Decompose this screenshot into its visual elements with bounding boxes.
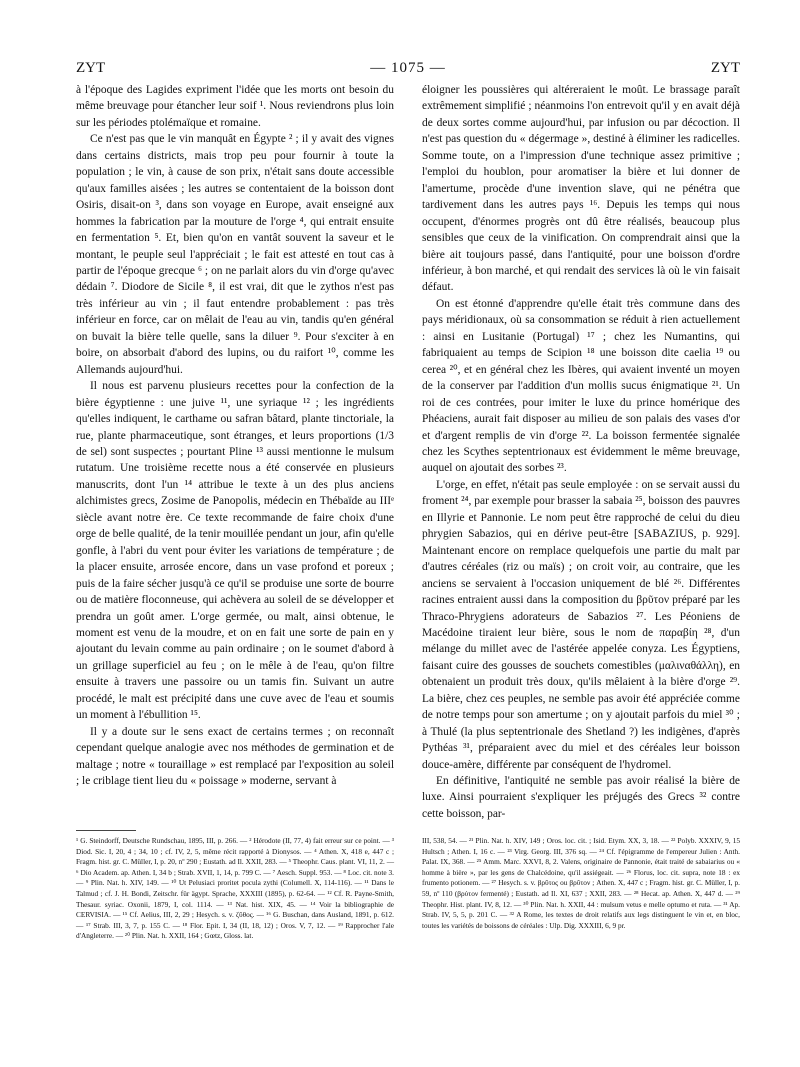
header-left-title: ZYT [76,60,106,76]
paragraph: à l'époque des Lagides expriment l'idée que les morts ont besoin du même breuvage pour étancher leur soif ¹. Nous reviendrons plus loin sur les périodes ptolémaïque et romaine. [76,84,394,129]
right-text-column [422,82,740,822]
page-number: — 1075 — [370,60,446,76]
footnote-rule [76,830,136,831]
paragraph: éloigner les poussières qui altéreraient le moût. Le brassage paraît extrêmement simplifié ; néanmoins l'on entrevoit qu'il y en avait déjà de deux sortes comme aujourd'hui, par infusion ou par décoction. Il n'est pas question du « dégermage », destiné à éliminer les radicelles. Somme toute, on a l'impression d'une technique assez primitive ; l'emploi du houblon, pour aromatiser la bière et lui donner de l'amertume, procède d'une invention slave, qui ne pénétra que tardivement dans les autres pays ¹⁶. Depuis les temps qui nous occupent, d'énormes progrès ont dû être réalisés, beaucoup plus sensibles que ceux de la vinification. On comprendrait ainsi que la bière ait toujours passé, dans l'antiquité, pour une boisson d'ordre inférieur, à bon marché, et qui rendait des services là où le vin faisait défaut. [422,84,740,294]
header-right-title: ZYT [710,60,740,76]
paragraph: En définitive, l'antiquité ne semble pas avoir réalisé la bière de luxe. Ainsi pourraient s'expliquer les préjugés des Grecs ³² contre cette boisson, par- [422,775,740,820]
paragraph: On est étonné d'apprendre qu'elle était très commune dans des pays méridionaux, où sa consommation se réduit à rien actuellement : ainsi en Lusitanie (Portugal) ¹⁷ ; chez les Numantins, qui fabriquaient au temps de Scipion ¹⁸ une boisson dite caelia ¹⁹ ou cerea ²⁰, et en général chez les Ibères, qui avaient inventé un moyen de la conserver par l'addition d'un mollis sucus énigmatique ²¹. Un roi de ces contrées, pour imiter le luxe du prince homérique des Phéaciens, aurait fait disposer au milieu de son palais des vases d'or et d'argent remplis de vin d'orge ²². La boisson fermentée signalée chez les Scythes septentrionaux est évidemment le même breuvage, auquel on ajoutait des sorbes ²³. [422,297,740,475]
footnote-text: ¹ G. Steindorff, Deutsche Rundschau, 1895, III, p. 266. — ² Hérodote (II, 77, 4) fait erreur sur ce point. — ³ Diod. Sic. I, 20, 4 ; 34, 10 ; cf. IV, 2, 5, même récit rapporté à Dionysos. — ⁴ Athen. X, 418 e, 447 c ; Fragm. hist. gr. C. Müller, I, p. 20, nº 290 ; Eustath. ad Il. XXII, 283. — ⁵ Theophr. Caus. plant. VI, 11, 2. — ⁶ Dio Academ. ap. Athen. I, 34 b ; Strab. XVII, 1, 14, p. 799 C. — ⁷ Aesch. Suppl. 953. — ⁸ Loc. cit. note 3. — ⁹ Plin. Nat. h. XIV, 149. — ¹⁰ Ut Pelusiaci proritet pocula zythi (Columell. X, 114-116). — ¹¹ Dans le Talmud ; cf. J. H. Bondi, Zeitschr. für ägypt. Sprache, XXXIII (1895), p. 62-64. — ¹² Cf. R. Payne-Smith, Thesaur. syriac. Oxonii, 1879, I, col. 1114. — ¹³ Nat. hist. XIX, 45. — ¹⁴ Voir la bibliographie de CERVISIA. — ¹⁵ Cf. Aelius, III, 2, 29 ; Hesych. s. v. ζῦθος. — ¹⁶ G. Buschan, dans Ausland, 1891, p. 612. — ¹⁷ Strab. III, 3, 7, p. 155 C. — ¹⁸ Flor. Epit. I, 34 (II, 18, 12) ; Oros. V, 7, 12. — ¹⁹ Rapprocher l'ale d'Angleterre. — ²⁰ Plin. Nat. h. XXII, 164 ; Gœtz, Gloss. lat. [76,836,394,941]
footnote-text: III, 538, 54. — ²¹ Plin. Nat. h. XIV, 149 ; Oros. loc. cit. ; Isid. Etym. XX, 3, 18. — ²² Polyb. XXXIV, 9, 15 Hultsch ; Athen. I, 16 c. — ²³ Virg. Georg. III, 376 sq. — ²⁴ Cf. l'épigramme de l'empereur Julien : Anth. Palat. IX, 368. — ²⁵ Amm. Marc. XXVI, 8, 2. Valens, originaire de Pannonie, était traité de sabaiarius ou « homme à bière », par les gens de Chalcédoine, qu'il assiégeait. — ²⁶ Florus, loc. cit. supra, note 18 : ex frumento potionem. — ²⁷ Hesych. s. v. βρῦτος ou βρῦτον ; Athen. X, 447 c ; Fragm. hist. gr. C. Müller, I, p. 59, nº 110 (βρύτον fermenté) ; Eustath. ad Il. XI, 637 ; XXII, 283. — ²⁸ Hecat. ap. Athen. X, 447 d. — ²⁹ Theophr. Hist. plant. IV, 8, 12. — ³⁰ Plin. Nat. h. XXII, 44 : mulsum vetus e melle optumo et ruta. — ³¹ Ap. Strab. IV, 5, 5, p. 201 C. — ³² A Rome, les textes de droit relatifs aux legs distinguent le vin et, en bloc, toutes les variétés de boissons de céréales : Ulp. Dig. XXXIII, 6, 9 pr. [422,836,740,930]
paragraph: L'orge, en effet, n'était pas seule employée : on se servait aussi du froment ²⁴, par exemple pour brasser la sabaia ²⁵, boisson des pauvres en Illyrie et Pannonie. Le nom peut être rapproché de celui du dieu phrygien Sabazios, qui en dérive peut-être [SABAZIUS, p. 929]. Maintenant encore on remplace quelquefois une partie du malt par d'autres céréales (riz ou maïs) ; on croit voir, au contraire, que les anciens se servaient à l'occasion uniquement de blé ²⁶. Différentes racines entraient aussi dans la composition du βρῦτον préparé par les Thraco-Phrygiens adorateurs de Sabazios ²⁷. Les Péoniens de Macédoine tiraient leur bière, sous le nom de παραβίη ²⁸, d'un mélange du millet avec de l'astérée appelée conyza. Les Égyptiens, faisant cuire des gousses de souchets comestibles (μαλιναθάλλη), en obtenaient un produit très doux, qu'ils mêlaient à la bière d'orge ²⁹. La bière, chez ces peuples, ne semble pas avoir été appréciée comme de notre temps pour son amertume ; on y ajoutait parfois du miel ³⁰ ; à Thulé (la plus septentrionale des Shetland ?) les indigènes, d'après Pythéas ³¹, préparaient avec du miel et des céréales leur boisson douce-amère, différente par conséquent de l'hydromel. [422,478,740,771]
left-text-column [76,82,394,789]
running-header [76,60,740,80]
paragraph: Il y a doute sur le sens exact de certains termes ; on reconnaît cependant quelque analogie avec nos méthodes de germination et de maltage ; notre « touraillage » est remplacé par l'exposition au soleil ; le criblage tient lieu du « poissage » moderne, servant à [76,725,394,788]
paragraph: Il nous est parvenu plusieurs recettes pour la confection de la bière égyptienne : une juive ¹¹, une syriaque ¹² ; les ingrédients qu'elles indiquent, le carthame ou safran bâtard, plante tinctoriale, la rue, plante pharmaceutique, sont étranges, et leurs proportions (1/3 de sel) sont suspectes ; pourtant Pline ¹³ aussi mentionne le mulsum rutatum. Une troisième recette nous a été conservée en plusieurs manuscrits, dont l'un ¹⁴ attribue le texte à un des plus anciens alchimistes grecs, Zosime de Panopolis, médecin en Thébaïde au IIIᵉ siècle avant notre ère. Ce texte recommande de faire choix d'une orge de belle qualité, de la tenir mouillée pendant un jour, afin qu'elle gonfle, à l'abri du vent pour éviter les variations de température ; de la placer ensuite, arrosée encore, dans un vase profond et poreux ; puis de la faire sécher jusqu'à ce qu'il se produise une sorte de bourre ou de matière floconneuse, qui achèvera au soleil de se développer et prendra un goût amer. L'orge germée, ou malt, ainsi obtenue, le moment est venu de la moudre, et on en fait une sorte de pain en y ajoutant du levain comme au pain ordinaire ; on le soumet d'abord à un grillage superficiel au feu ; on le mêle à de l'eau, qu'on filtre ensuite à travers une passoire ou un tamis fin. Suivant un autre procédé, le malt est précipité dans une cuve avec de l'eau et soumis un moment à l'ébullition ¹⁵. [76,380,394,722]
footnotes-left [76,836,394,942]
footnotes-right [422,836,740,931]
paragraph: Ce n'est pas que le vin manquât en Égypte ² ; il y avait des vignes dans certains districts, mais trop peu pour fournir à toute la population ; le vin, à cause de son prix, n'était sans doute accessible qu'aux familles aisées ; les autres se contentaient de la boisson dont Osiris, disait-on ³, dans son voyage en Europe, avait enseigné aux hommes la fabrication par la mouture de l'orge ⁴, qui entrait ensuite en fermentation ⁵. Et, bien qu'on en vantât souvent la saveur et le montant, le peuple seul l'appréciait ; le fait est attesté en tout cas à partir de l'époque grecque ⁶ ; on ne parlait alors du vin d'orge qu'avec dédain ⁷. Diodore de Sicile ⁸, il est vrai, dit que le zythos n'est pas très inférieur au vin ; il faut entendre probablement : pas très inférieur en force, car on mêlait de l'eau au vin, tandis qu'en général on buvait la bière telle quelle, sans la diluer ⁹. Pour s'exciter à en boire, on absorbait d'abord des lupins, ou du raifort ¹⁰, comme les Allemands aujourd'hui. [76,133,394,376]
